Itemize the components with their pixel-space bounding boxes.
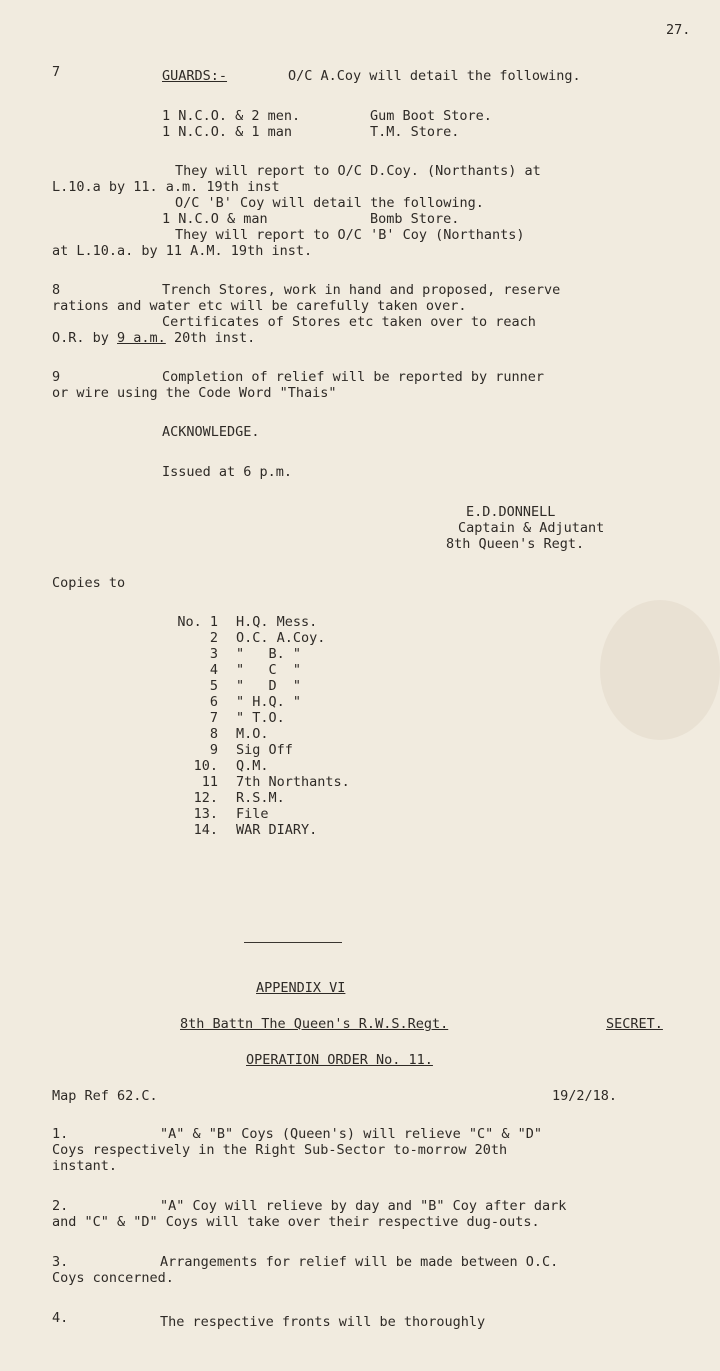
- order-para3-line1: Arrangements for relief will be made between O.C.: [160, 1254, 559, 1270]
- para7-heading: GUARDS:-: [162, 68, 228, 84]
- para8-line4: [52, 330, 255, 346]
- copy-number: 14.: [193, 822, 218, 838]
- order-para2-number: 2.: [52, 1198, 69, 1214]
- para7-line4: O/C 'B' Coy will detail the following.: [175, 195, 484, 211]
- para7-row1-personnel: 1 N.C.O. & 2 men.: [162, 108, 301, 124]
- appendix-classification: SECRET.: [606, 1016, 663, 1032]
- para7-line6: at L.10.a. by 11 A.M. 19th inst.: [52, 243, 313, 259]
- appendix-unit: 8th Battn The Queen's R.W.S.Regt.: [180, 1016, 449, 1032]
- operation-order-title: OPERATION ORDER No. 11.: [246, 1052, 433, 1068]
- para7-number: 7: [52, 64, 61, 80]
- copy-number: 2: [209, 630, 218, 646]
- copy-recipient: " C ": [236, 662, 302, 678]
- copies-label: Copies to: [52, 575, 126, 591]
- issued-time: Issued at 6 p.m.: [162, 464, 293, 480]
- order-para2-line2: and "C" & "D" Coys will take over their respective dug-outs.: [52, 1214, 540, 1230]
- order-para1-number: 1.: [52, 1126, 69, 1142]
- para8-number: 8: [52, 282, 61, 298]
- page-number: 27.: [666, 22, 691, 38]
- appendix-title: APPENDIX VI: [256, 980, 346, 996]
- copy-number: No. 1: [177, 614, 218, 630]
- copy-number: 12.: [193, 790, 218, 806]
- para7-line2: They will report to O/C D.Coy. (Northants) at: [175, 163, 541, 179]
- para7-row2-personnel: 1 N.C.O. & 1 man: [162, 124, 293, 140]
- order-para2-line1: "A" Coy will relieve by day and "B" Coy after dark: [160, 1198, 567, 1214]
- copy-number: 10.: [193, 758, 218, 774]
- copy-number: 4: [209, 662, 218, 678]
- section-divider: [244, 942, 342, 943]
- copy-number: 3: [209, 646, 218, 662]
- copy-recipient: H.Q. Mess.: [236, 614, 318, 630]
- map-reference: Map Ref 62.C.: [52, 1088, 158, 1104]
- para7-row2-post: T.M. Store.: [370, 124, 460, 140]
- copy-recipient: O.C. A.Coy.: [236, 630, 326, 646]
- signature-unit: 8th Queen's Regt.: [446, 536, 585, 552]
- para7-row3-post: Bomb Store.: [370, 211, 460, 227]
- signature-rank: Captain & Adjutant: [458, 520, 605, 536]
- order-date: 19/2/18.: [552, 1088, 618, 1104]
- copy-recipient: " H.Q. ": [236, 694, 302, 710]
- order-para3-number: 3.: [52, 1254, 69, 1270]
- copy-recipient: WAR DIARY.: [236, 822, 318, 838]
- copy-number: 9: [209, 742, 218, 758]
- para9-line2: or wire using the Code Word "Thais": [52, 385, 337, 401]
- para7-line5: They will report to O/C 'B' Coy (Northants): [175, 227, 525, 243]
- order-para4-number: 4.: [52, 1310, 69, 1326]
- order-para4-line1: The respective fronts will be thoroughly: [160, 1314, 486, 1330]
- paper-stain: [600, 600, 720, 740]
- copy-number: 8: [209, 726, 218, 742]
- para9-line1: Completion of relief will be reported by runner: [162, 369, 545, 385]
- order-para1-line3: instant.: [52, 1158, 118, 1174]
- copy-recipient: " D ": [236, 678, 302, 694]
- copy-recipient: 7th Northants.: [236, 774, 350, 790]
- copy-recipient: Q.M.: [236, 758, 269, 774]
- para9-number: 9: [52, 369, 61, 385]
- order-para1-line1: "A" & "B" Coys (Queen's) will relieve "C" & "D": [160, 1126, 543, 1142]
- copy-recipient: Sig Off: [236, 742, 293, 758]
- para8-line4-end: 20th inst.: [165, 330, 256, 346]
- para8-line1: Trench Stores, work in hand and proposed, reserve: [162, 282, 561, 298]
- para7-row3-personnel: 1 N.C.O & man: [162, 211, 268, 227]
- para7-line3: L.10.a by 11. a.m. 19th inst: [52, 179, 280, 195]
- copy-recipient: " B. ": [236, 646, 302, 662]
- copy-recipient: R.S.M.: [236, 790, 285, 806]
- para8-deadline: 9 a.m.: [117, 330, 166, 346]
- copy-number: 7: [209, 710, 218, 726]
- para8-line2: rations and water etc will be carefully taken over.: [52, 298, 467, 314]
- copy-recipient: File: [236, 806, 269, 822]
- order-para3-line2: Coys concerned.: [52, 1270, 174, 1286]
- order-para1-line2: Coys respectively in the Right Sub-Sector to-morrow 20th: [52, 1142, 508, 1158]
- copy-recipient: M.O.: [236, 726, 269, 742]
- para8-line3: Certificates of Stores etc taken over to reach: [162, 314, 536, 330]
- signature-name: E.D.DONNELL: [466, 504, 556, 520]
- copy-number: 5: [209, 678, 218, 694]
- copy-number: 11: [201, 774, 218, 790]
- para7-line1: O/C A.Coy will detail the following.: [288, 68, 581, 84]
- acknowledge-text: ACKNOWLEDGE.: [162, 424, 260, 440]
- copy-number: 6: [209, 694, 218, 710]
- copy-number: 13.: [193, 806, 218, 822]
- para7-row1-post: Gum Boot Store.: [370, 108, 492, 124]
- para8-line4-start: O.R. by: [52, 330, 118, 346]
- copy-recipient: " T.O.: [236, 710, 285, 726]
